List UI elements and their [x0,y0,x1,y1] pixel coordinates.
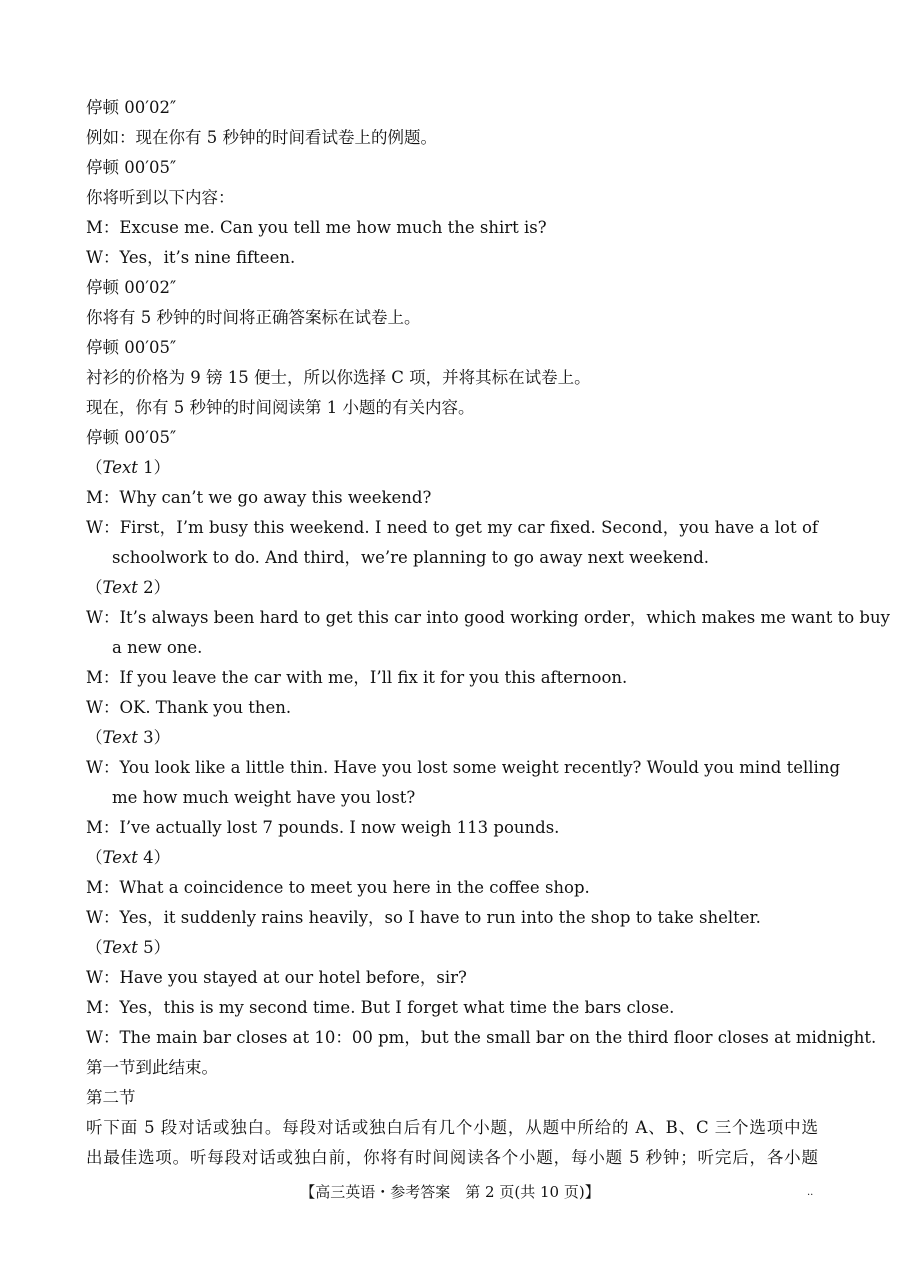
text-line: 停顿 00′02″ [86,98,177,117]
dialogue-line-continued: schoolwork to do. And third，we’re planning to go away next weekend. [112,548,710,567]
text-heading: （Text 1） [86,458,171,477]
text-line: 停顿 00′05″ [86,158,177,177]
corner-mark: .. [807,1187,814,1198]
text-label: Text [102,728,138,747]
section-heading: 第二节 [86,1088,136,1107]
instruction-line: 听下面 5 段对话或独白。每段对话或独白后有几个小题，从题中所给的 A、B、C 三个选项中选 [86,1118,818,1137]
text-line: 停顿 00′05″ [86,338,177,357]
text-line: 第一节到此结束。 [86,1058,218,1077]
instruction-line: 出最佳选项。听每段对话或独白前，你将有时间阅读各个小题，每小题 5 秒钟；听完后，各小题 [86,1148,818,1167]
text-line: 你将听到以下内容： [86,188,235,207]
dialogue-line: W：Have you stayed at our hotel before，sir? [86,968,467,987]
dialogue-line: M：Why can’t we go away this weekend? [86,488,432,507]
text-heading: （Text 5） [86,938,171,957]
dialogue-line: W：It’s always been hard to get this car into good working order，which makes me want to buy [86,608,890,627]
text-line: 停顿 00′02″ [86,278,177,297]
dialogue-line: M：What a coincidence to meet you here in the coffee shop. [86,878,590,897]
text-line: 现在，你有 5 秒钟的时间阅读第 1 小题的有关内容。 [86,398,475,417]
text-label: Text [102,458,138,477]
dialogue-line: W：The main bar closes at 10：00 pm，but the small bar on the third floor closes at midnight. [86,1028,877,1047]
text-heading: （Text 4） [86,848,171,867]
dialogue-line: W：Yes，it’s nine fifteen. [86,248,296,267]
text-line: 例如：现在你有 5 秒钟的时间看试卷上的例题。 [86,128,437,147]
text-label: Text [102,938,138,957]
page-footer: 【高三英语・参考答案 第 2 页(共 10 页)】 [300,1183,600,1201]
dialogue-line: M：If you leave the car with me，I’ll fix it for you this afternoon. [86,668,628,687]
text-line: 停顿 00′05″ [86,428,177,447]
text-label: Text [102,848,138,867]
dialogue-line-continued: me how much weight have you lost? [112,788,416,807]
dialogue-line: W：First，I’m busy this weekend. I need to get my car fixed. Second，you have a lot of [86,518,818,537]
dialogue-line: M：Excuse me. Can you tell me how much the shirt is? [86,218,547,237]
dialogue-line: W：You look like a little thin. Have you lost some weight recently? Would you mind telling [86,758,841,777]
dialogue-line: W：OK. Thank you then. [86,698,292,717]
dialogue-line: M：I’ve actually lost 7 pounds. I now weigh 113 pounds. [86,818,560,837]
text-heading: （Text 2） [86,578,171,597]
text-label: Text [102,578,138,597]
dialogue-line: M：Yes，this is my second time. But I forget what time the bars close. [86,998,675,1017]
dialogue-line: W：Yes，it suddenly rains heavily，so I have to run into the shop to take shelter. [86,908,761,927]
text-line: 你将有 5 秒钟的时间将正确答案标在试卷上。 [86,308,421,327]
text-heading: （Text 3） [86,728,171,747]
dialogue-line-continued: a new one. [112,638,203,657]
text-line: 衬衫的价格为 9 镑 15 便士，所以你选择 C 项，并将其标在试卷上。 [86,368,591,387]
